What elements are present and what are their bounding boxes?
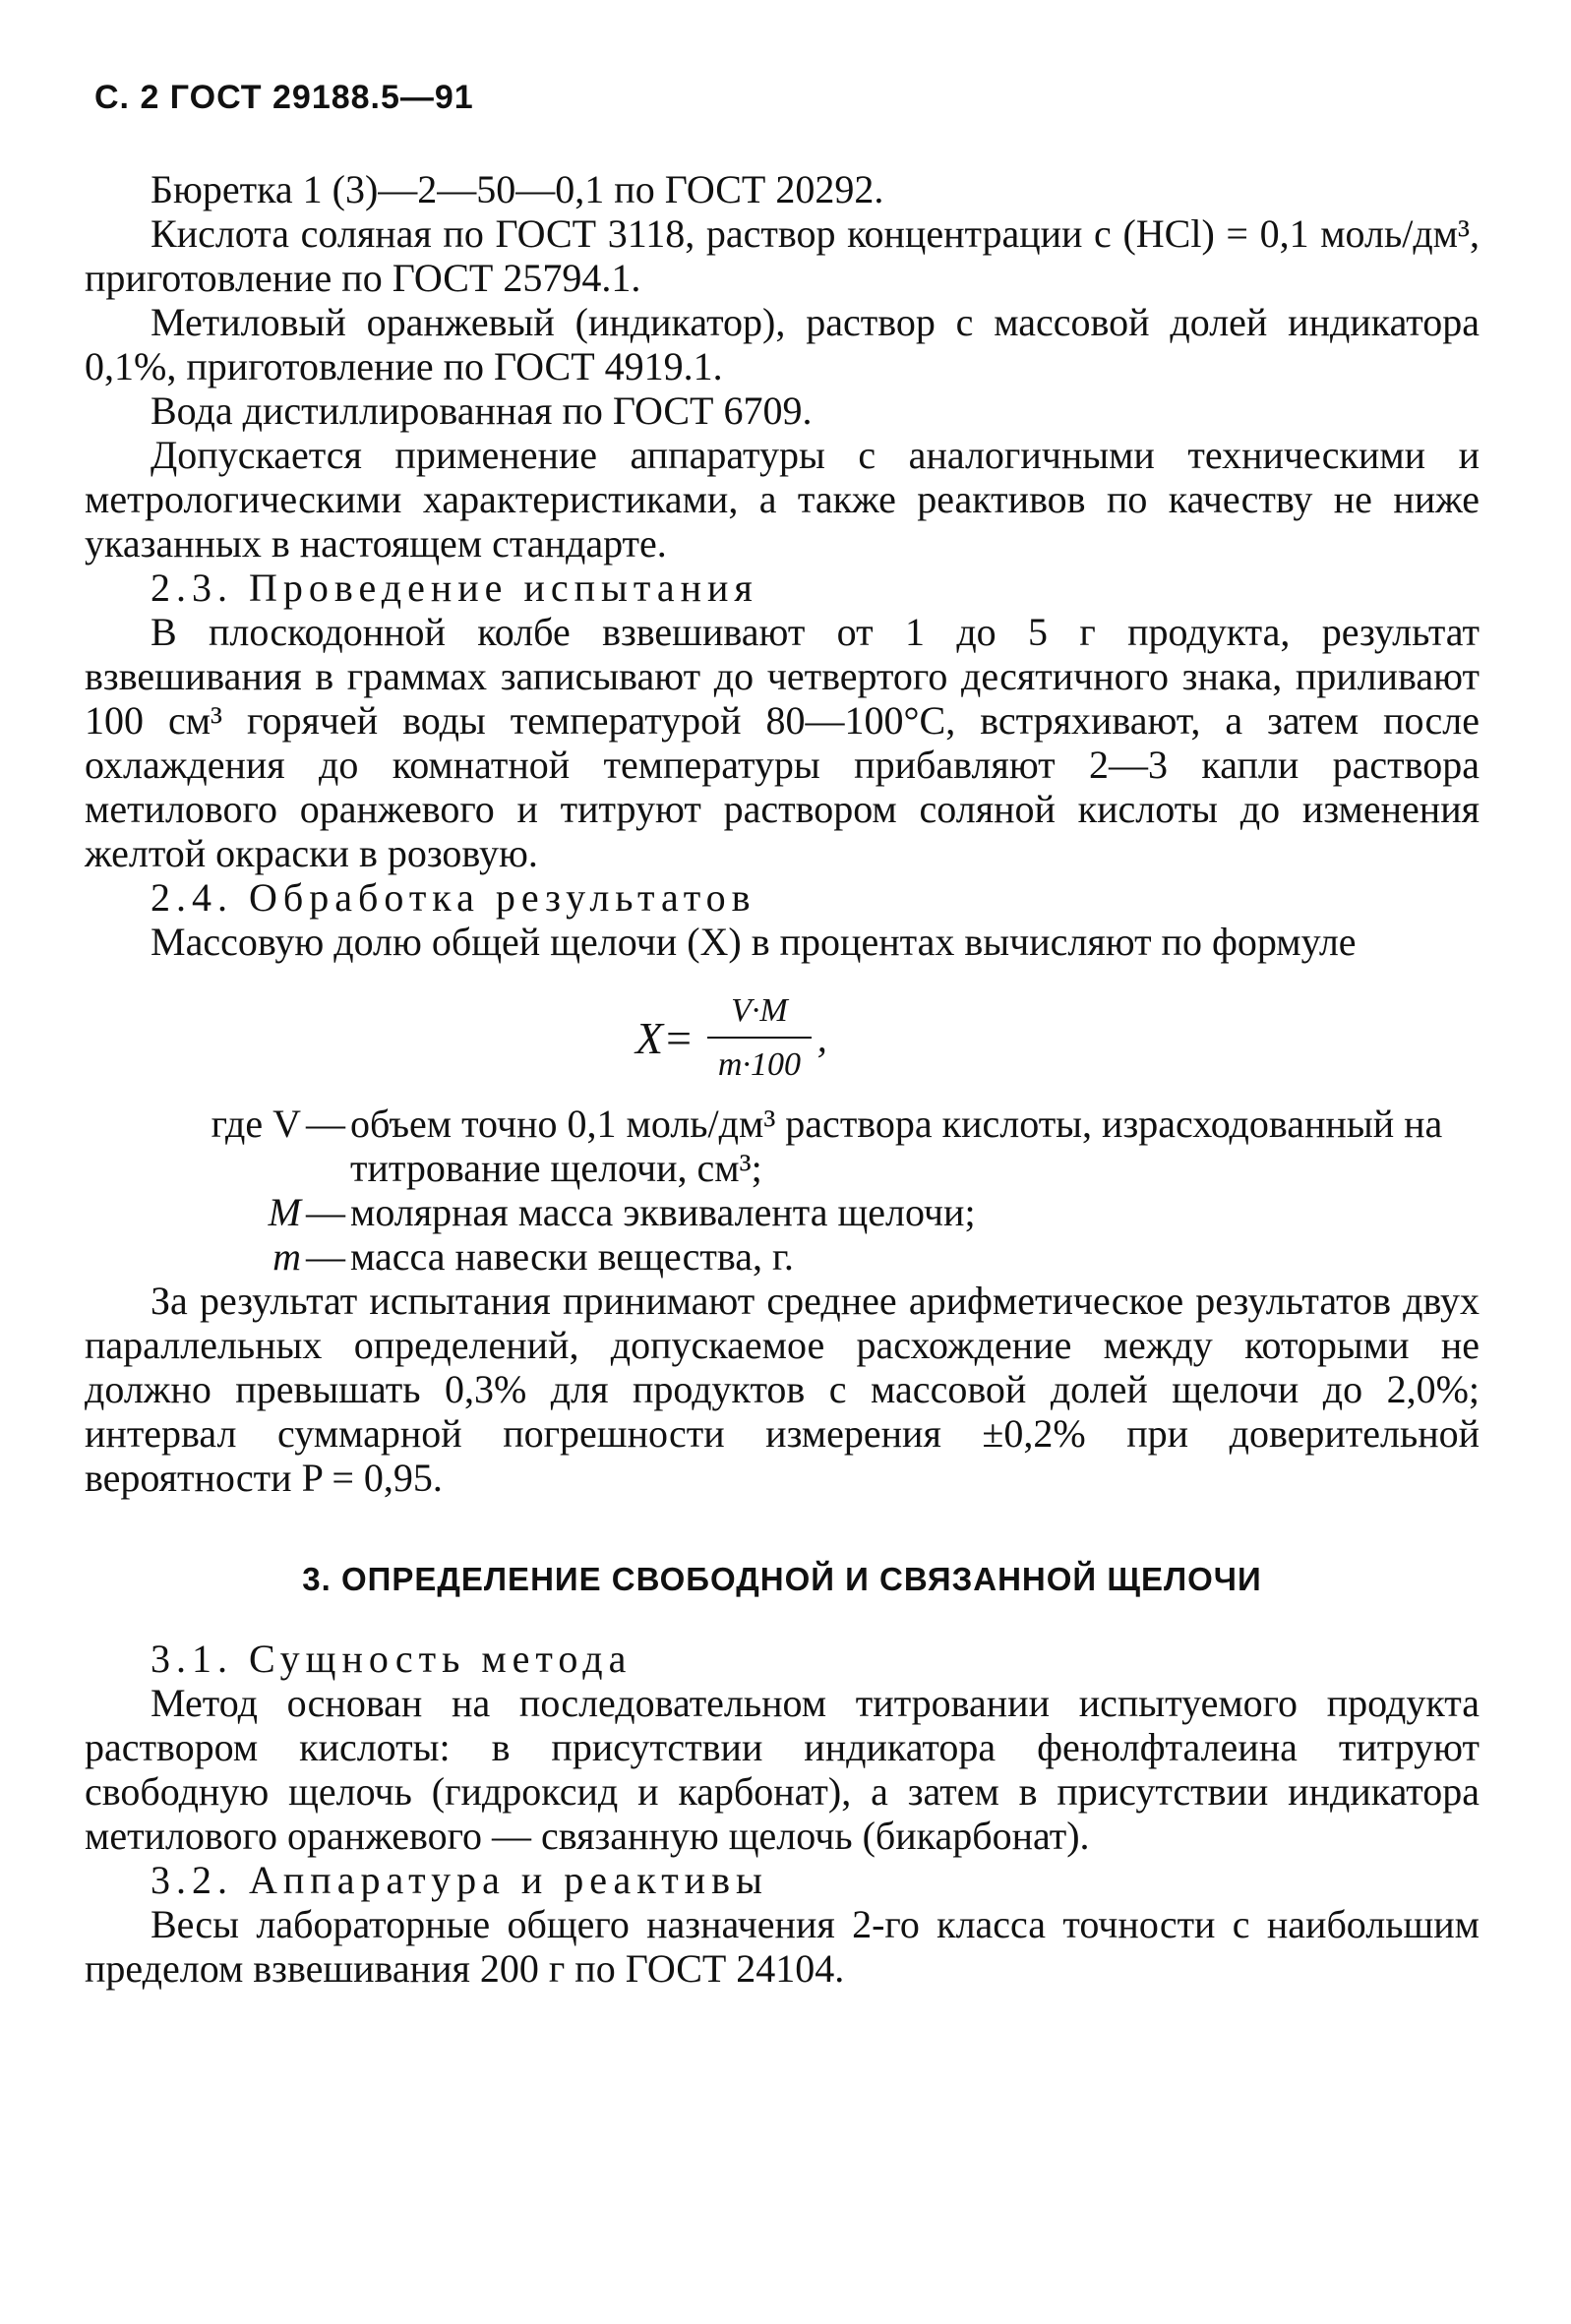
- paragraph-hcl: Кислота соляная по ГОСТ 3118, раствор концентрации c (HCl) = 0,1 моль/дм³, приготовление по ГОСТ 25794.1.: [85, 211, 1480, 300]
- paragraph-apparatus-note: Допускается применение аппаратуры с аналогичными техническими и метрологическими характеристиками, а также реактивов по качеству не ниже указанных в настоящем стандарте.: [85, 433, 1480, 566]
- legend-symbol: где V: [211, 1102, 301, 1146]
- legend-row-m-lower: [85, 1234, 1480, 1279]
- legend-dash: —: [306, 1190, 345, 1234]
- formula-comma: ,: [816, 1015, 827, 1060]
- legend-row-m-upper: [85, 1190, 1480, 1234]
- heading-3-1: 3.1. Сущность метода: [151, 1637, 633, 1681]
- formula-x: [635, 983, 1480, 1092]
- formula-denominator: m·100: [717, 1046, 801, 1083]
- paragraph-2-4-intro: Массовую долю общей щелочи (X) в процентах вычисляют по формуле: [151, 920, 1357, 964]
- formula-lhs: X=: [635, 1012, 695, 1063]
- legend-text: масса навески вещества, г.: [350, 1234, 794, 1279]
- heading-2-4: 2.4. Обработка результатов: [151, 875, 756, 920]
- paragraph-buret: Бюретка 1 (3)—2—50—0,1 по ГОСТ 20292.: [151, 167, 884, 211]
- document-body: [85, 167, 1480, 1991]
- legend-dash: —: [306, 1234, 345, 1279]
- paragraph-water: Вода дистиллированная по ГОСТ 6709.: [151, 388, 813, 433]
- paragraph-2-3: В плоскодонной колбе взвешивают от 1 до 5 г продукта, результат взвешивания в граммах записывают до четвертого десятичного знака, приливают 100 см³ горячей воды температурой 80—100°С, встряхивают, а затем после охлаждения до комнатной температуры прибавляют 2—3 капли раствора метилового оранжевого и титруют раствором соляной кислоты до изменения желтой окраски в розовую.: [85, 610, 1480, 875]
- legend-text: молярная масса эквивалента щелочи;: [350, 1190, 976, 1234]
- legend-text: объем точно 0,1 моль/дм³ раствора кислоты, израсходованный на титрование щелочи, см³;: [350, 1102, 1443, 1190]
- paragraph-3-1: Метод основан на последовательном титровании испытуемого продукта раствором кислоты: в присутствии индикатора фенолфталеина титруют свободную щелочь (гидроксид и карбонат), а затем в присутствии индикатора метилового оранжевого — связанную щелочь (бикарбонат).: [85, 1681, 1480, 1858]
- formula-legend: [85, 1102, 1480, 1279]
- legend-symbol: M: [268, 1190, 301, 1234]
- section-3-title: 3. ОПРЕДЕЛЕНИЕ СВОБОДНОЙ И СВЯЗАННОЙ ЩЕЛОЧИ: [302, 1561, 1262, 1597]
- legend-dash: —: [306, 1102, 345, 1146]
- heading-2-3: 2.3. Проведение испытания: [151, 566, 758, 610]
- formula-numerator: V·M: [707, 988, 812, 1039]
- heading-3-2: 3.2. Аппаратура и реактивы: [151, 1858, 768, 1902]
- formula-fraction: [707, 988, 812, 1087]
- paragraph-2-4-result: За результат испытания принимают среднее арифметическое результатов двух параллельных определений, допускаемое расхождение между которыми не должно превышать 0,3% для продуктов с массовой долей щелочи до 2,0%; интервал суммарной погрешности измерения ±0,2% при доверительной вероятности P = 0,95.: [85, 1279, 1480, 1500]
- paragraph-3-2: Весы лабораторные общего назначения 2-го класса точности с наибольшим пределом взвешивания 200 г по ГОСТ 24104.: [85, 1902, 1480, 1991]
- legend-symbol: m: [272, 1234, 301, 1279]
- paragraph-methyl-orange: Метиловый оранжевый (индикатор), раствор с массовой долей индикатора 0,1%, приготовление по ГОСТ 4919.1.: [85, 300, 1480, 388]
- legend-row-v: [85, 1102, 1480, 1190]
- page-header: С. 2 ГОСТ 29188.5—91: [94, 79, 474, 116]
